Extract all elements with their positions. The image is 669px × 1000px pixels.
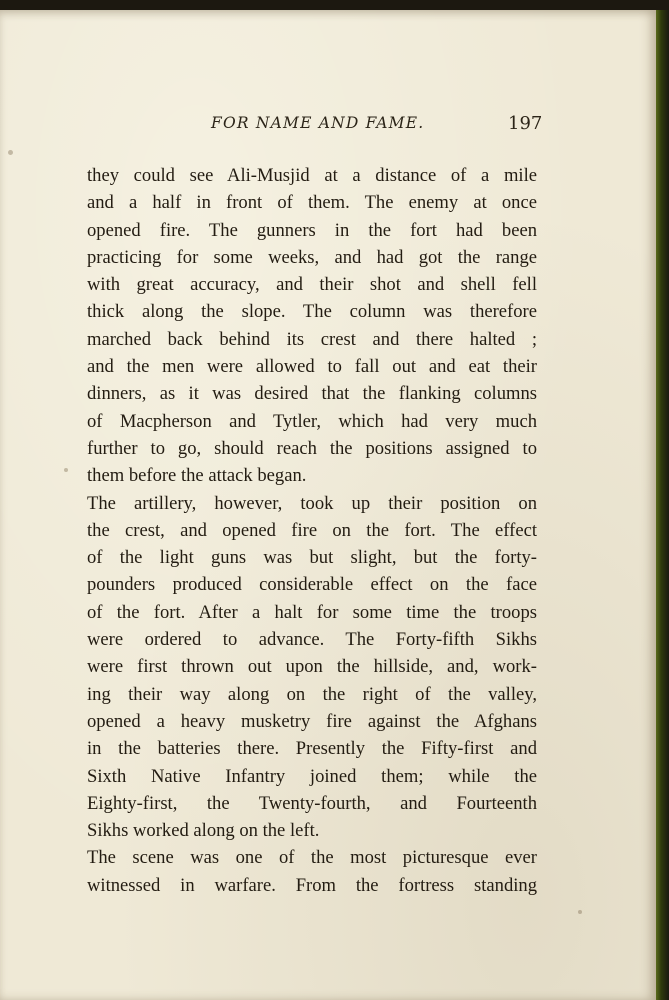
page-number: 197 bbox=[508, 113, 543, 134]
text-line: in the batteries there. Presently the Fifty-first and bbox=[87, 738, 537, 760]
text-line: Sixth Native Infantry joined them; while the bbox=[87, 765, 537, 787]
text-line: Sikhs worked along on the left. bbox=[87, 820, 320, 842]
text-line: dinners, as it was desired that the flanking columns bbox=[87, 383, 537, 405]
text-line: Eighty-first, the Twenty-fourth, and Fourteenth bbox=[87, 792, 537, 814]
text-line: marched back behind its crest and there halted ; bbox=[87, 328, 537, 350]
scan-right-edge bbox=[656, 10, 669, 1000]
paper-spot bbox=[8, 150, 13, 155]
text-line: pounders produced considerable effect on the face bbox=[87, 574, 537, 596]
text-line: and the men were allowed to fall out and eat their bbox=[87, 356, 537, 378]
text-line: witnessed in warfare. From the fortress standing bbox=[87, 874, 537, 896]
running-header bbox=[0, 110, 656, 140]
text-line: The artillery, however, took up their position on bbox=[87, 492, 537, 514]
book-page bbox=[0, 10, 656, 1000]
text-line: they could see Ali-Musjid at a distance of a mile bbox=[87, 165, 537, 186]
text-line: of Macpherson and Tytler, which had very much bbox=[87, 410, 537, 432]
paper-spot bbox=[64, 468, 68, 472]
body-text bbox=[87, 162, 537, 899]
text-line: opened a heavy musketry fire against the Afghans bbox=[87, 710, 537, 732]
text-line: them before the attack began. bbox=[87, 465, 307, 487]
text-line: thick along the slope. The column was therefore bbox=[87, 301, 537, 323]
paper-spot bbox=[578, 910, 582, 914]
text-line: and a half in front of them. The enemy at once bbox=[87, 192, 537, 214]
text-line: further to go, should reach the positions assigned to bbox=[87, 437, 537, 459]
text-line: ing their way along on the right of the valley, bbox=[87, 683, 537, 705]
text-line: the crest, and opened fire on the fort. The effect bbox=[87, 519, 537, 541]
text-line: of the fort. After a halt for some time the troops bbox=[87, 601, 537, 623]
scan-top-edge bbox=[0, 0, 669, 10]
text-line: The scene was one of the most picturesque ever bbox=[87, 847, 537, 869]
text-line: were ordered to advance. The Forty-fifth Sikhs bbox=[87, 629, 537, 651]
text-line: were first thrown out upon the hillside, and, work- bbox=[87, 656, 537, 678]
text-line: of the light guns was but slight, but the forty- bbox=[87, 547, 537, 569]
text-line: opened fire. The gunners in the fort had been bbox=[87, 219, 537, 241]
text-line: practicing for some weeks, and had got the range bbox=[87, 246, 537, 268]
text-line: with great accuracy, and their shot and shell fell bbox=[87, 274, 537, 296]
running-title: FOR NAME AND FAME. bbox=[211, 114, 425, 132]
